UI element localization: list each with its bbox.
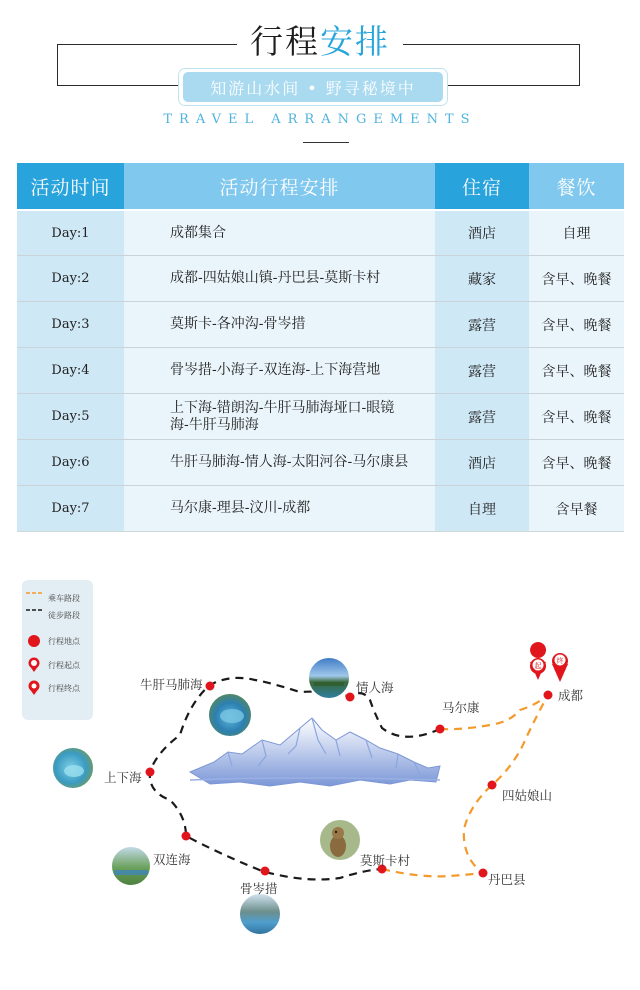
legend-label: 行程起点 (48, 660, 80, 670)
header-time: 活动时间 (17, 163, 124, 209)
table-row (17, 439, 624, 485)
point-shuanglian (182, 832, 191, 841)
route-cell: 上下海-错朗沟-牛肝马肺海垭口-眼镜海-牛肝马肺海 (124, 394, 435, 439)
route-map (0, 540, 640, 990)
point-siguniang (488, 781, 497, 790)
label-danba: 丹巴县 (488, 872, 526, 887)
photo-marmot (319, 819, 361, 861)
day-cell: Day:7 (17, 486, 124, 531)
day-cell: Day:1 (17, 211, 124, 255)
day-cell: Day:5 (17, 394, 124, 439)
route-cell: 成都-四姑娘山镇-丹巴县-莫斯卡村 (124, 256, 435, 301)
label-gucen: 骨岑措 (240, 881, 278, 896)
table-row (17, 301, 624, 347)
legend-label: 行程地点 (48, 636, 80, 646)
label-shuanglian: 双连海 (153, 852, 191, 867)
route-cell: 成都集合 (124, 211, 435, 255)
page-title (240, 20, 400, 64)
point-maerkang (436, 725, 445, 734)
point-niugan (206, 682, 215, 691)
route-map-canvas (0, 540, 640, 990)
map-legend (22, 580, 93, 720)
header-stay: 住宿 (435, 163, 529, 209)
label-shangxia: 上下海 (104, 770, 142, 785)
header (0, 0, 640, 150)
dashed-orange-line-icon (26, 590, 44, 596)
point-qingren (346, 693, 355, 702)
header-meal: 餐饮 (529, 163, 624, 209)
end-pin-legend-icon (26, 680, 42, 696)
stay-cell: 酒店 (435, 211, 529, 255)
header-frame-top-right (403, 44, 580, 45)
photo-qingren (308, 657, 350, 699)
label-mosika: 莫斯卡村 (360, 853, 411, 868)
title-part-1: 行程 (250, 22, 320, 61)
label-niugan: 牛肝马肺海 (140, 677, 203, 692)
slogan-banner (178, 68, 448, 106)
page-subtitle: TRAVEL ARRANGEMENTS (163, 112, 477, 127)
end-pin-text: 终 (556, 657, 564, 665)
red-dot-icon (26, 633, 42, 649)
legend-label: 徒步路段 (48, 610, 80, 620)
stay-cell: 露营 (435, 394, 529, 439)
table-body (17, 209, 624, 532)
day-cell: Day:4 (17, 348, 124, 393)
stay-cell: 藏家 (435, 256, 529, 301)
meal-cell: 含早、晚餐 (529, 302, 624, 347)
table-row (17, 347, 624, 393)
point-shangxia (146, 768, 155, 777)
route-cell: 马尔康-理县-汶川-成都 (124, 486, 435, 531)
legend-label: 乘车路段 (48, 593, 80, 603)
start-pin-legend-icon (26, 657, 42, 673)
point-danba (479, 869, 488, 878)
photo-niugan (208, 693, 252, 737)
table-header (17, 163, 624, 209)
start-pin-icon (530, 642, 546, 680)
stay-cell: 酒店 (435, 440, 529, 485)
stay-cell: 自理 (435, 486, 529, 531)
stay-cell: 露营 (435, 302, 529, 347)
label-maerkang: 马尔康 (442, 700, 480, 715)
table-row (17, 485, 624, 531)
meal-cell: 含早、晚餐 (529, 348, 624, 393)
label-chengdu: 成都 (558, 688, 584, 703)
route-cell: 牛肝马肺海-情人海-太阳河谷-马尔康县 (124, 440, 435, 485)
title-underline (303, 142, 349, 143)
header-frame-top-left (57, 44, 237, 45)
day-cell: Day:3 (17, 302, 124, 347)
label-qingren: 情人海 (356, 680, 394, 695)
day-cell: Day:2 (17, 256, 124, 301)
dashed-black-line-icon (26, 607, 44, 613)
photo-shangxia (52, 747, 94, 789)
itinerary-table (17, 163, 624, 532)
table-row (17, 393, 624, 439)
header-route: 活动行程安排 (124, 163, 435, 209)
legend-label: 行程终点 (48, 683, 80, 693)
photo-gucen (239, 893, 281, 935)
point-gucen (261, 867, 270, 876)
route-cell: 莫斯卡-各冲沟-骨岑措 (124, 302, 435, 347)
stay-cell: 露营 (435, 348, 529, 393)
start-pin-text: 起 (534, 662, 542, 670)
meal-cell: 自理 (529, 211, 624, 255)
table-row (17, 255, 624, 301)
label-siguniang: 四姑娘山 (502, 788, 553, 803)
slogan-text: 知游山水间 • 野寻秘境中 (183, 72, 443, 102)
meal-cell: 含早餐 (529, 486, 624, 531)
title-part-2: 安排 (320, 22, 390, 61)
meal-cell: 含早、晚餐 (529, 440, 624, 485)
point-chengdu (544, 691, 553, 700)
meal-cell: 含早、晚餐 (529, 394, 624, 439)
day-cell: Day:6 (17, 440, 124, 485)
meal-cell: 含早、晚餐 (529, 256, 624, 301)
route-cell: 骨岑措-小海子-双连海-上下海营地 (124, 348, 435, 393)
photo-shuanglian (111, 846, 151, 886)
table-row (17, 209, 624, 255)
